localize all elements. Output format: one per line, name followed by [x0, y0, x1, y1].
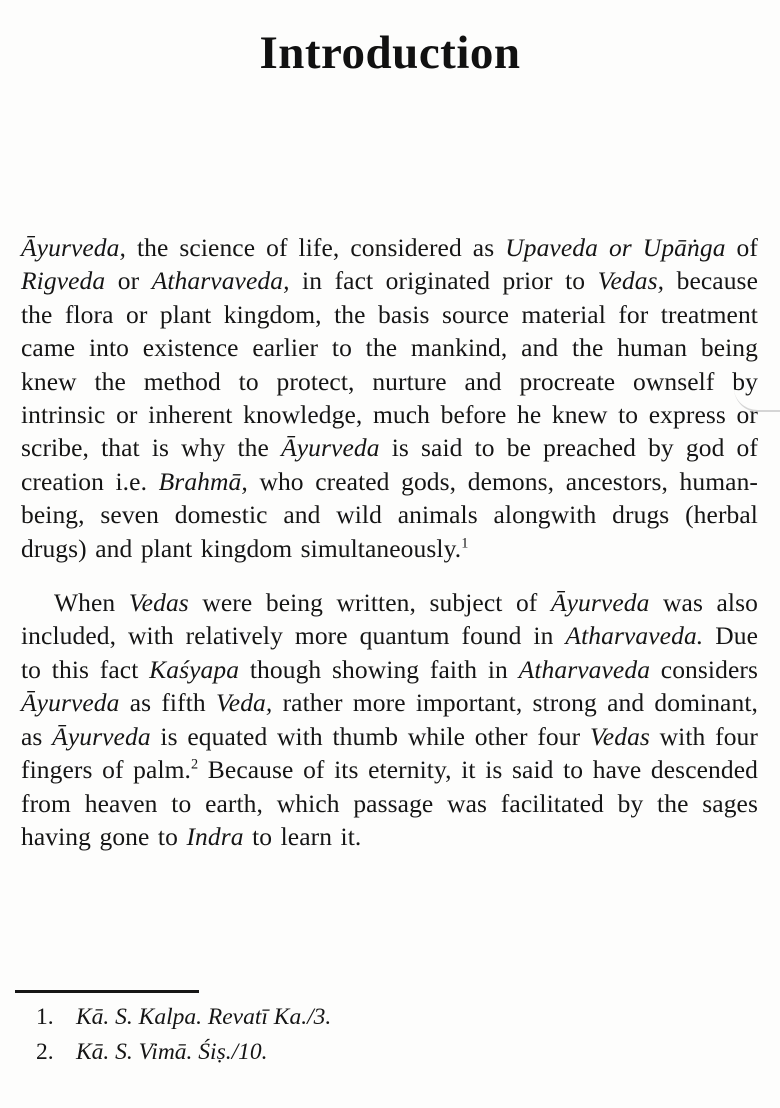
footnote-item [14, 1035, 759, 1070]
body-text [21, 231, 758, 853]
footnote-text: Kā. S. Vimā. Śiṣ./10. [76, 1039, 268, 1065]
footnote-item [14, 1000, 759, 1035]
footnote-number: 2. [36, 1039, 54, 1065]
paragraph: Āyurveda, the science of life, considered as Upaveda or Upāṅga of Rigveda or Atharvaveda, in fact originated prior to Vedas, because the flora or plant kingdom, the basis source material for treatment came into existence earlier to the mankind, and the human being knew the method to protect, nurture and procreate ownself by intrinsic or inherent knowledge, much before he knew to express or scribe, that is why the Āyurveda is said to be preached by god of creation i.e. Brahmā, who created gods, demons, ancestors, human-being, seven domestic and wild animals alongwith drugs (herbal drugs) and plant kingdom simultaneously.$^1$ [21, 233, 759, 563]
footnote-rule [15, 990, 199, 993]
page-title: Introduction [259, 27, 521, 79]
footnote-text: Kā. S. Kalpa. Revatī Ka./3. [76, 1004, 332, 1030]
footnote-number: 1. [36, 1004, 54, 1030]
paragraph: When Vedas were being written, subject of Āyurveda was also included, with relatively more quantum found in Atharvaveda. Due to this fact Kaśyapa though showing faith in Atharvaveda considers Āyurveda as fifth Veda, rather more important, strong and dominant, as Āyurveda is equated with thumb while other four Vedas with four fingers of palm.$^2$ Because of its eternity, it is said to have descended from heaven to earth, which passage was facilitated by the sages having gone to Indra to learn it. [21, 588, 759, 851]
footnotes-section [14, 990, 759, 1070]
